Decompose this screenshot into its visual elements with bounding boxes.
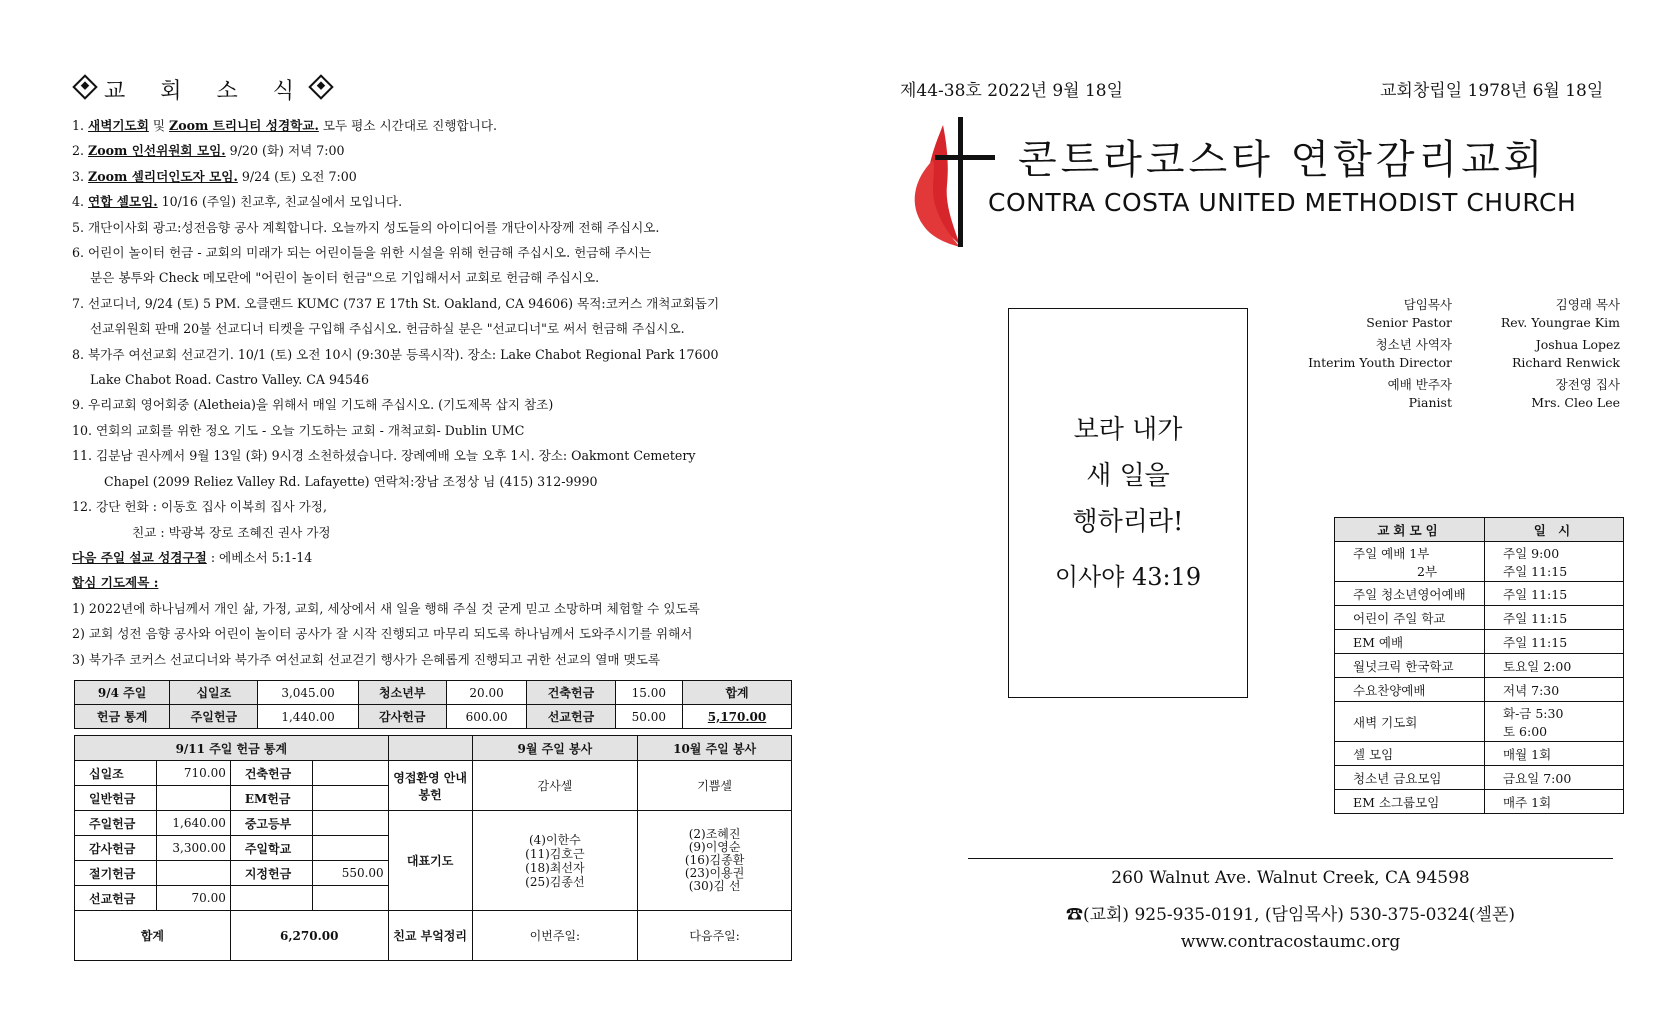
prayer-label: 합심 기도제목 : xyxy=(72,575,159,591)
news-item-1: 1. 새벽기도회 및 Zoom 트리니티 성경학교. 모두 평소 시간대로 진행합니다. xyxy=(72,118,498,133)
offering-label: 9/4 주일 xyxy=(75,681,170,705)
news-item-8-cont: Lake Chabot Road. Castro Valley. CA 94546 xyxy=(90,372,370,388)
news-item-3: 3. Zoom 셀리더인도자 모임. 9/24 (토) 오전 7:00 xyxy=(72,168,357,184)
staff-names: 김영래 목사 Rev. Youngrae Kim Joshua Lopez Richard Renwick 장전영 집사 Mrs. Cleo Lee xyxy=(1500,297,1620,410)
schedule-table: 교회모임 일 시 주일 예배 1부 2부 주일 9:00 주일 11:15 주일 청소년영어예배 주일 11:15 어린이 주일 학교 주일 11:15 EM 예배 주일 11:15 월넛크릭 한국학교 토요일 2:00 수요찬양예배 저녁 7:30 새벽 기도회 화-금 5:30 토 6:00 셀 모임 매월 1회 청소년 금요모임 금요일 7:00 EM 소그룹모임 매주 1회 xyxy=(1334,517,1624,814)
news-item-2: 2. Zoom 인선위원회 모임. 9/20 (화) 저녁 7:00 xyxy=(72,143,345,159)
prayer-1: 1) 2022년에 하나님께서 개인 삶, 가정, 교회, 세상에서 새 일을 행해 주실 것 굳게 믿고 소망하며 체험할 수 있도록 xyxy=(72,600,700,616)
news-item-5: 5. 개단이사회 광고:성전음향 공사 계획합니다. 오늘까지 성도들의 아이디어를 개단이사장께 전해 주십시오. xyxy=(72,219,660,235)
prayer-2: 2) 교회 성전 음향 공사와 어린이 놀이터 공사가 잘 시작 진행되고 마무리 되도록 하나님께서 도와주시기를 위해서 xyxy=(72,626,693,642)
news-item-11: 11. 김분남 권사께서 9월 13일 (화) 9시경 소천하셨습니다. 장례예배 오늘 오후 1시. 장소: Oakmont Cemetery xyxy=(72,448,696,464)
schedule-row: 주일 예배 1부 2부 xyxy=(1335,542,1485,582)
news-item-7: 7. 선교디너, 9/24 (토) 5 PM. 오클랜드 KUMC (737 E 17th St. Oakland, CA 94606) 목적:코커스 개척교회돕기 xyxy=(72,295,720,311)
news-item-12: 12. 강단 헌화 : 이동호 집사 이복희 집사 가정, xyxy=(72,499,327,515)
founded-date: 교회창립일 1978년 6월 18일 xyxy=(1380,81,1604,101)
offering-0904-table: 9/4 주일 십일조 3,045.00 청소년부 20.00 건축헌금 15.00 합계 헌금 통계 주일헌금 1,440.00 감사헌금 600.00 선교헌금 50.00 5,170.00 xyxy=(74,680,792,729)
verse-box xyxy=(1008,308,1248,698)
footer-divider xyxy=(968,858,1613,859)
cross-flame-logo xyxy=(905,105,1000,254)
sermon-line: 다음 주일 설교 성경구절 : 에베소서 5:1-14 xyxy=(72,549,313,565)
diamond-icon xyxy=(72,74,97,99)
prayer-3: 3) 북가주 코커스 선교디너와 북가주 여선교회 선교걷기 행사가 은혜롭게 진행되고 귀한 선교의 열매 맺도록 xyxy=(72,651,661,667)
news-title: 교 회 소 식 xyxy=(72,74,340,105)
verse-reference: 이사야 43:19 xyxy=(1054,563,1202,591)
news-item-7-cont: 선교위원회 판매 20불 선교디너 티켓을 구입해 주십시오. 헌금하실 분은 "선교디너"로 써서 헌금해 주십시오. xyxy=(90,321,685,337)
prayer-sep-list: (4)이한수 (11)김호근 (18)최선자 (25)김종선 xyxy=(472,811,638,911)
news-item-6: 6. 어린이 놀이터 헌금 - 교회의 미래가 되는 어린이들을 위한 시설을 위해 헌금해 주십시오. 헌금해 주시는 xyxy=(72,245,652,261)
news-item-11-cont: Chapel (2099 Reliez Valley Rd. Lafayette) 연락처:장남 조정상 님 (415) 312-9990 xyxy=(104,473,598,489)
church-website[interactable]: www.contracostaumc.org xyxy=(1180,932,1401,952)
church-address: 260 Walnut Ave. Walnut Creek, CA 94598 xyxy=(1111,868,1470,888)
church-name-english: CONTRA COSTA UNITED METHODIST CHURCH xyxy=(988,188,1577,217)
news-list xyxy=(72,113,792,672)
news-item-6-cont: 분은 봉투와 Check 메모란에 "어린이 놀이터 헌금"으로 기입해서서 교회로 헌금해 주십시오. xyxy=(90,270,600,286)
news-item-9: 9. 우리교회 영어회중 (Aletheia)을 위해서 매일 기도해 주십시오. (기도제목 삽지 참조) xyxy=(72,397,554,413)
church-phone: ☎(교회) 925-935-0191, (담임목사) 530-375-0324(셀폰) xyxy=(1065,905,1516,925)
diamond-icon xyxy=(308,74,333,99)
verse-text: 보라 내가 새 일을 행하리라! xyxy=(1072,415,1184,537)
offering-0911-service-table: 9/11 주일 헌금 통계 9월 주일 봉사 10월 주일 봉사 십일조 710.00 건축헌금 영접환영 안내봉헌 감사셀 기쁨셀 일반헌금 EM헌금 주일헌금 1,640.00 중고등부 대표기도 (4)이한수 (11)김호근 (18)최선자 (25)김종선 (2)조혜진 (9)이영순 (16)김종환 (23)이용권 (30)김 선 감사헌금 3,300.00 주일학교 절기헌금 지정헌금 550.00 선교헌금 70.00 합계 6,270.00 친교 부엌정리 이번주일: 다음주일: xyxy=(74,735,792,961)
news-item-8: 8. 북가주 여선교회 선교걷기. 10/1 (토) 오전 10시 (9:30분 등록시작). 장소: Lake Chabot Regional Park 17600 xyxy=(72,346,719,362)
staff-roles: 담임목사 Senior Pastor 청소년 사역자 Interim Youth Director 예배 반주자 Pianist xyxy=(1308,297,1452,410)
church-name-korean: 콘트라코스타 연합감리교회 xyxy=(1018,137,1547,183)
news-item-12-cont: 친교 : 박광복 장로 조혜진 권사 가정 xyxy=(132,524,331,540)
news-item-10: 10. 연회의 교회를 위한 정오 기도 - 오늘 기도하는 교회 - 개척교회- Dublin UMC xyxy=(72,422,525,438)
news-item-4: 4. 연합 셀모임. 10/16 (주일) 친교후, 친교실에서 모입니다. xyxy=(72,194,403,210)
issue-date: 제44-38호 2022년 9월 18일 xyxy=(900,81,1124,101)
prayer-oct-list: (2)조혜진 (9)이영순 (16)김종환 (23)이용권 (30)김 선 xyxy=(638,811,792,911)
